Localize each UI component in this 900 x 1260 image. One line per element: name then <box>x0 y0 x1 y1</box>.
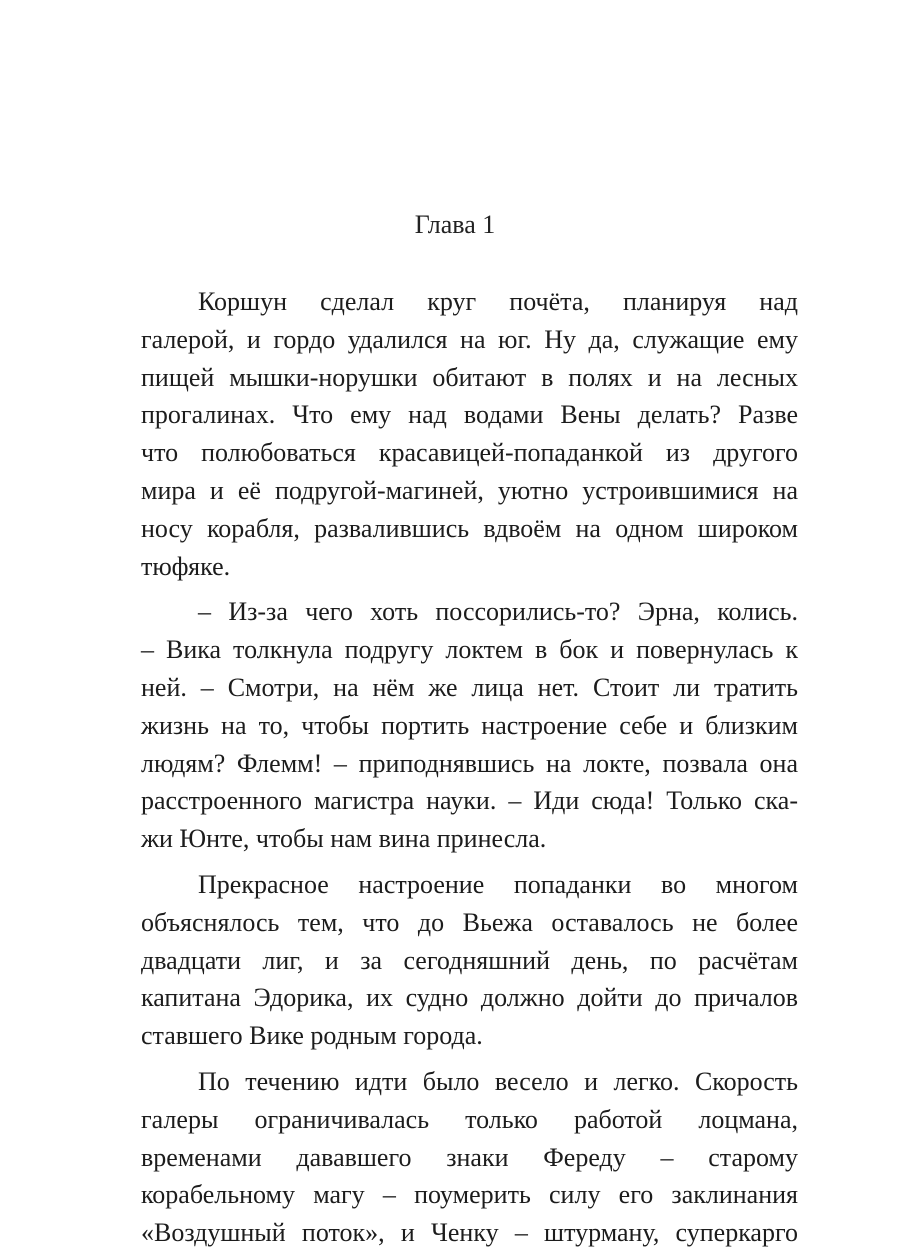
paragraph-3 <box>141 866 798 1055</box>
text-line: тюфяке. <box>141 551 231 581</box>
chapter-title: Глава 1 <box>414 210 496 239</box>
text-line: ней. – Смотри, на нём же лица нет. Стоит ли тратить <box>141 672 798 702</box>
paragraph-2 <box>141 593 798 858</box>
text-line: По течению идти было весело и легко. Скорость <box>198 1066 798 1096</box>
text-line: носу корабля, развалившись вдвоём на одном широком <box>141 513 798 543</box>
text-line: галерой, и гордо удалился на юг. Ну да, служащие ему <box>141 324 798 354</box>
text-line: Коршун сделал круг почёта, планируя над <box>198 287 798 316</box>
text-line: пищей мышки-норушки обитают в полях и на лесных <box>141 362 798 392</box>
text-line: капитана Эдорика, их судно должно дойти до причалов <box>141 983 798 1013</box>
text-line: жизнь на то, чтобы портить настроение себе и близким <box>141 710 798 740</box>
text-line: прогалинах. Что ему над водами Вены делать? Разве <box>141 400 798 430</box>
text-line: временами дававшего знаки Фереду – старому <box>141 1142 798 1172</box>
text-line: корабельному магу – поумерить силу его заклинания <box>141 1180 798 1210</box>
text-line: «Воздушный поток», и Ченку – штурману, суперкарго <box>141 1218 798 1248</box>
chapter-text <box>141 283 798 1260</box>
text-line: галеры ограничивалась только работой лоцмана, <box>141 1104 798 1134</box>
text-line: жи Юнте, чтобы нам вина принесла. <box>141 824 547 854</box>
text-line: что полюбоваться красавицей-попаданкой из другого <box>141 438 798 468</box>
paragraph-4 <box>141 1063 798 1252</box>
text-line: – Из-за чего хоть поссорились-то? Эрна, колись. <box>198 597 798 627</box>
text-line: двадцати лиг, и за сегодняшний день, по расчётам <box>141 945 798 975</box>
paragraph-1 <box>141 283 798 585</box>
text-line: Прекрасное настроение попаданки во многом <box>198 869 798 899</box>
text-line: – Вика толкнула подругу локтем в бок и повернулась к <box>141 635 798 665</box>
text-line: людям? Флемм! – приподнявшись на локте, позвала она <box>141 748 798 778</box>
text-line: объяснялось тем, что до Вьежа оставалось не более <box>141 907 798 937</box>
text-line: расстроенного магистра науки. – Иди сюда! Только ска- <box>141 786 798 816</box>
text-line: мира и её подругой-магиней, уютно устроившимися на <box>141 475 798 505</box>
text-line: ставшего Вике родным города. <box>141 1021 483 1051</box>
